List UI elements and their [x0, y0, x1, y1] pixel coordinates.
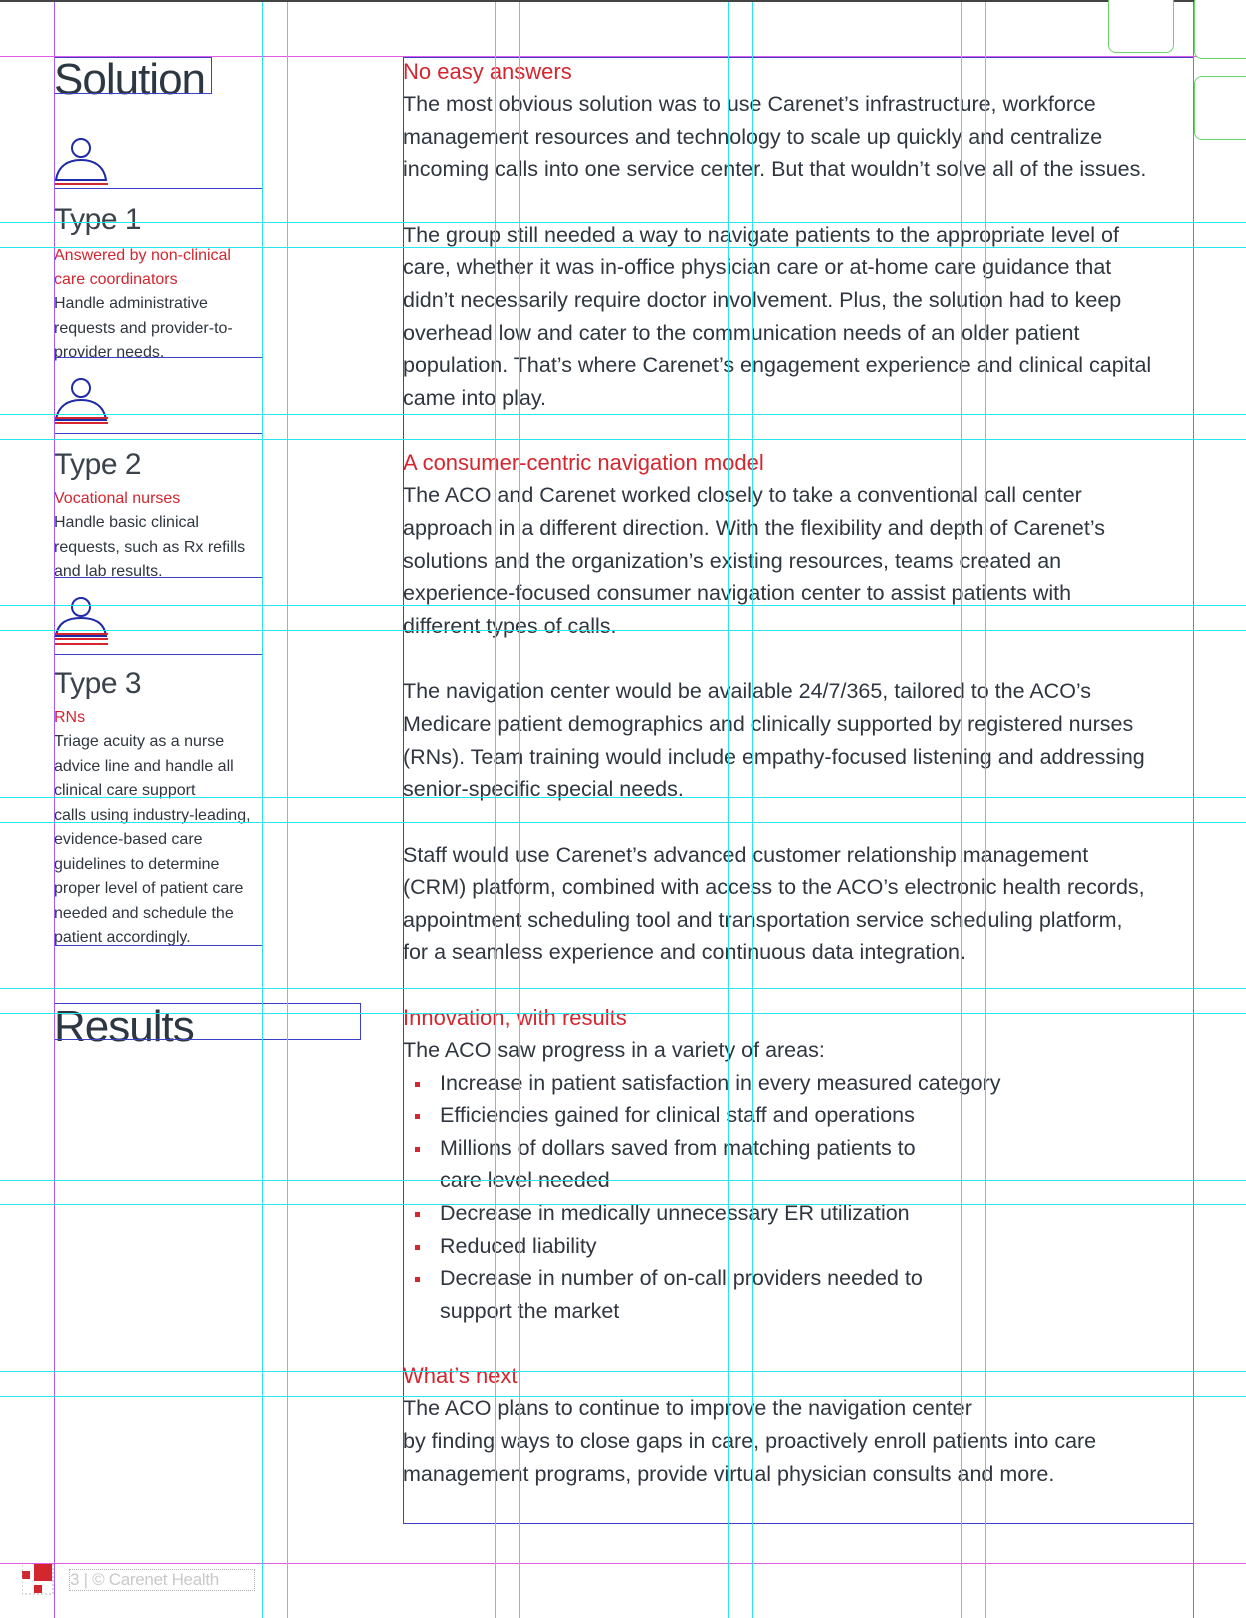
paragraph: The ACO saw progress in a variety of areas:	[403, 1038, 825, 1063]
type-2-card	[54, 448, 262, 585]
bullet-icon	[415, 1114, 420, 1119]
bullet-icon	[415, 1147, 420, 1152]
solution-heading: Solution	[54, 55, 206, 104]
paragraph: Staff would use Carenet’s advanced customer relationship management (CRM) platform, combined with access to the ACO’s electronic health records, appointment scheduling tool and transportation service scheduling platform, for a seamless experience and continuous data integration.	[403, 842, 1145, 965]
results-list	[403, 1067, 1193, 1328]
section-heading: Innovation, with results	[403, 1005, 627, 1031]
paragraph: The navigation center would be available 24/7/365, tailored to the ACO’s Medicare patient demographics and clinically supported by registered nurses (RNs). Team training would include empathy-focused listening and addressing senior-specific special needs.	[403, 679, 1145, 802]
type-3-card	[54, 667, 262, 951]
layout-tab	[1194, 0, 1246, 59]
list-item: Millions of dollars saved from matching patients to care level needed	[403, 1132, 1193, 1197]
layout-tab	[1194, 76, 1246, 140]
type-subtitle: Vocational nurses	[54, 490, 181, 507]
bullet-icon	[415, 1245, 420, 1250]
type-2-icon	[54, 374, 110, 430]
document-top-border	[0, 0, 1246, 2]
carenet-logo-icon	[22, 1563, 54, 1595]
list-item: Decrease in medically unnecessary ER utilization	[403, 1197, 1193, 1230]
list-item: Decrease in number of on-call providers needed to support the market	[403, 1262, 1193, 1327]
type-1-icon	[54, 134, 110, 190]
paragraph: The ACO and Carenet worked closely to take a conventional call center approach in a different direction. With the flexibility and depth of Carenet’s solutions and the organization’s existing resources, teams created an experience-focused consumer navigation center to assist patients with different types of calls.	[403, 483, 1105, 638]
type-1-card	[54, 203, 262, 366]
type-3-icon	[54, 594, 110, 650]
type-description: Handle administrative requests and provider-to- provider needs.	[54, 295, 233, 361]
section-heading: No easy answers	[403, 59, 572, 84]
list-item: Increase in patient satisfaction in every measured category	[403, 1067, 1193, 1100]
type-title: Type 3	[54, 667, 142, 700]
bullet-icon	[415, 1212, 420, 1217]
type-title: Type 1	[54, 203, 142, 236]
list-item: Reduced liability	[403, 1230, 1193, 1263]
bullet-icon	[415, 1277, 420, 1282]
paragraph: The group still needed a way to navigate patients to the appropriate level of care, whether it was in-office physician care or at-home care guidance that didn’t necessarily require doctor involvement. Plus, the solution had to keep overhead low and cater to the communication needs of an older patient population. That’s where Carenet’s engagement experience and clinical capital came into play.	[403, 222, 1152, 410]
type-subtitle: RNs	[54, 709, 86, 726]
results-heading: Results	[54, 1002, 194, 1051]
main-content	[403, 56, 1193, 1490]
layout-tab	[1108, 0, 1174, 53]
paragraph: The ACO plans to continue to improve the navigation center by finding ways to close gaps in care, proactively enroll patients into care management programs, provide virtual physician consults and more.	[403, 1396, 1097, 1486]
bullet-icon	[415, 1082, 420, 1087]
section-heading: What’s next	[403, 1363, 518, 1389]
type-subtitle: Answered by non-clinical care coordinators	[54, 247, 231, 288]
type-title: Type 2	[54, 448, 142, 481]
type-description: Triage acuity as a nurse advice line and handle all clinical care support calls using industry-leading, evidence-based care guidelines to determine proper level of patient care needed and schedule the patient accordingly.	[54, 733, 251, 946]
page-footer: 3 | © Carenet Health	[69, 1569, 255, 1591]
list-item: Efficiencies gained for clinical staff and operations	[403, 1099, 1193, 1132]
section-heading: A consumer-centric navigation model	[403, 450, 764, 476]
type-description: Handle basic clinical requests, such as Rx refills and lab results.	[54, 514, 246, 580]
paragraph: The most obvious solution was to use Carenet’s infrastructure, workforce management resources and technology to scale up quickly and centralize incoming calls into one service center. But that wouldn’t solve all of the issues.	[403, 92, 1147, 182]
